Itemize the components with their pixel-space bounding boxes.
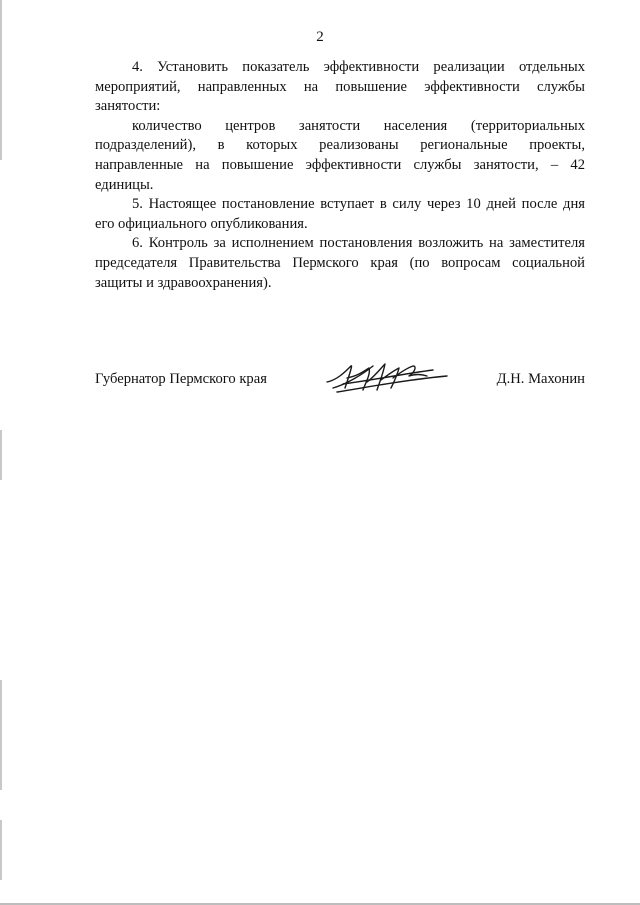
paragraph-4: 4. Установить показатель эффективности реализации отдельных мероприятий, направленных на повышение эффективности службы занятости:	[95, 59, 585, 115]
document-body	[95, 58, 585, 293]
handwritten-signature-icon	[323, 358, 451, 394]
scan-edge-bottom	[0, 820, 2, 880]
paragraph-6: 6. Контроль за исполнением постановления возложить на заместителя председателя Правительства Пермского края (по вопросам социальной защиты и здравоохранения).	[95, 235, 585, 291]
page-number: 2	[316, 29, 324, 45]
signer-title: Губернатор Пермского края	[95, 371, 267, 387]
scan-edge-top	[0, 0, 2, 160]
paragraph-4-detail: количество центров занятости населения (территориальных подразделений), в которых реализованы региональные проекты, направленные на повышение эффективности службы занятости, – 42 единицы.	[95, 117, 585, 193]
paragraph-5: 5. Настоящее постановление вступает в силу через 10 дней после дня его официального опубликования.	[95, 196, 585, 232]
signer-name: Д.Н. Махонин	[496, 371, 585, 387]
scan-edge-lower	[0, 680, 2, 790]
scan-edge-middle	[0, 430, 2, 480]
signature-block	[95, 362, 585, 402]
